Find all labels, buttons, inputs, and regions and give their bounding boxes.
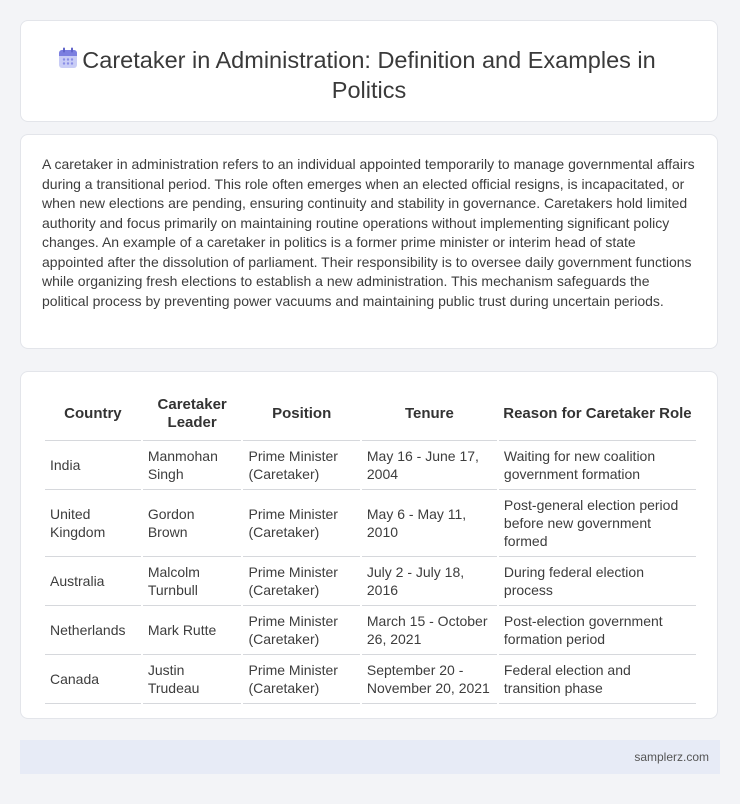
cell-country: Australia	[45, 557, 141, 606]
cell-tenure: September 20 - November 20, 2021	[362, 655, 497, 704]
cell-reason: Post-election government formation period	[499, 606, 696, 655]
cell-reason: Post-general election period before new government formed	[499, 490, 696, 557]
cell-position: Prime Minister (Caretaker)	[243, 606, 359, 655]
cell-reason: During federal election process	[499, 557, 696, 606]
header-country: Country	[45, 392, 141, 441]
table-row	[45, 557, 696, 606]
page-title-line2: Politics	[331, 77, 407, 103]
cell-reason: Waiting for new coalition government formation	[499, 441, 696, 490]
cell-leader: Justin Trudeau	[143, 655, 242, 704]
caretaker-table	[43, 392, 698, 704]
cell-leader: Manmohan Singh	[143, 441, 242, 490]
header-position: Position	[243, 392, 359, 441]
page-title-line1: Caretaker in Administration: Definition and Examples in	[82, 47, 656, 73]
intro-card	[20, 134, 718, 349]
table-row	[45, 441, 696, 490]
header-reason: Reason for Caretaker Role	[499, 392, 696, 441]
footer-bar	[20, 740, 720, 774]
cell-country: Canada	[45, 655, 141, 704]
table-header-row	[45, 392, 696, 441]
cell-reason: Federal election and transition phase	[499, 655, 696, 704]
cell-leader: Mark Rutte	[143, 606, 242, 655]
cell-position: Prime Minister (Caretaker)	[243, 557, 359, 606]
table-row	[45, 490, 696, 557]
cell-position: Prime Minister (Caretaker)	[243, 655, 359, 704]
header-caretaker-leader: Caretaker Leader	[143, 392, 242, 441]
cell-country: Netherlands	[45, 606, 141, 655]
cell-position: Prime Minister (Caretaker)	[243, 441, 359, 490]
cell-country: United Kingdom	[45, 490, 141, 557]
cell-tenure: July 2 - July 18, 2016	[362, 557, 497, 606]
header-tenure: Tenure	[362, 392, 497, 441]
cell-tenure: May 16 - June 17, 2004	[362, 441, 497, 490]
cell-country: India	[45, 441, 141, 490]
intro-paragraph: A caretaker in administration refers to an individual appointed temporarily to manage governmental affairs during a transitional period. This role often emerges when an elected official resigns, is incapacitated, or when new elections are pending, ensuring continuity and stability in governance. Caretakers hold limited authority and focus primarily on maintaining routine operations without implementing significant policy changes. An example of a caretaker in politics is a former prime minister or interim head of state appointed after the dissolution of parliament. Their responsibility is to oversee daily government functions while organizing fresh elections to establish a new administration. This mechanism safeguards the political process by preventing power vacuums and maintaining public trust during uncertain periods.	[42, 156, 695, 309]
cell-tenure: March 15 - October 26, 2021	[362, 606, 497, 655]
footer-site-link[interactable]: samplerz.com	[634, 750, 709, 764]
table-card	[20, 371, 718, 719]
cell-position: Prime Minister (Caretaker)	[243, 490, 359, 557]
cell-leader: Malcolm Turnbull	[143, 557, 242, 606]
cell-tenure: May 6 - May 11, 2010	[362, 490, 497, 557]
table-row	[45, 606, 696, 655]
table-row	[45, 655, 696, 704]
header-card	[20, 20, 718, 122]
page-title	[21, 45, 717, 105]
cell-leader: Gordon Brown	[143, 490, 242, 557]
